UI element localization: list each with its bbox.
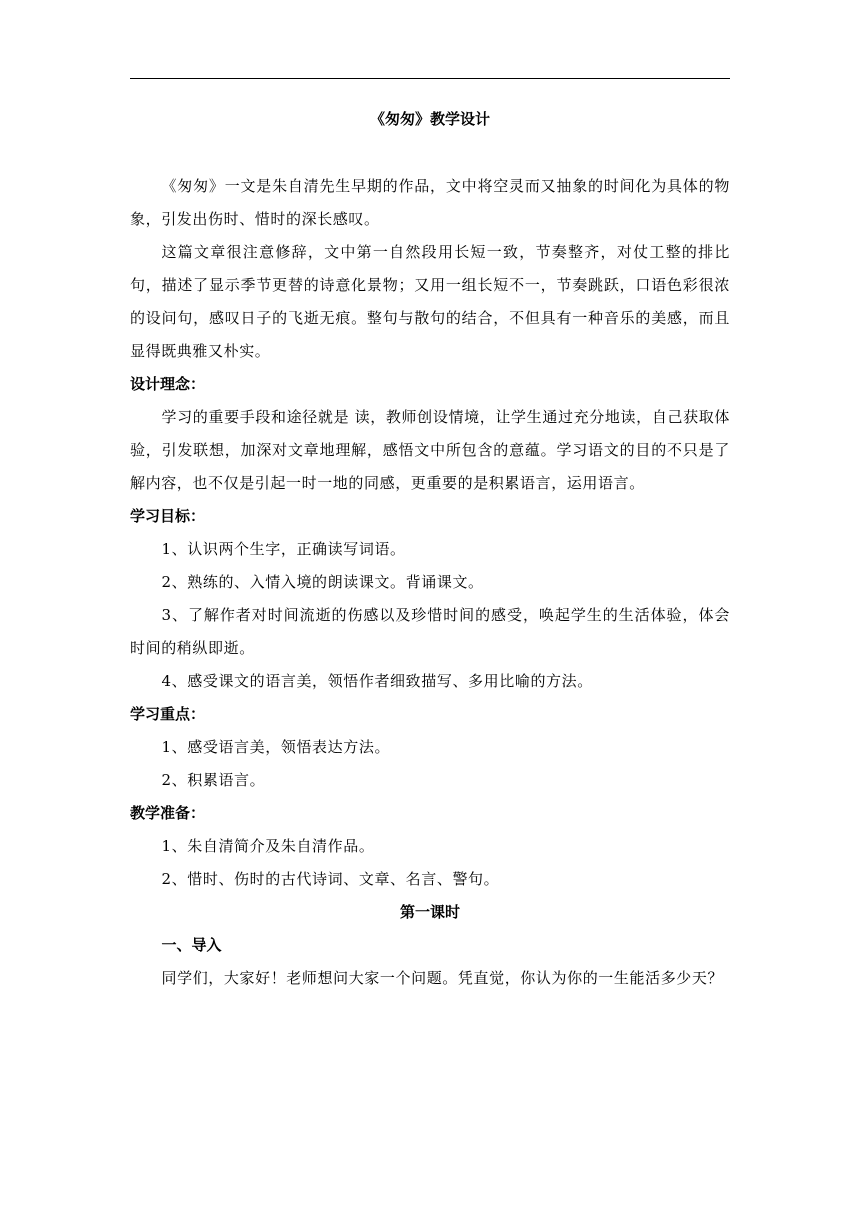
- intro-paragraph-2: 这篇文章很注意修辞，文中第一自然段用长短一致，节奏整齐，对仗工整的排比句，描述了显示季节更替的诗意化景物；又用一组长短不一，节奏跳跃，口语色彩很浓的设问句，感叹日子的飞逝无痕。整句与散句的结合，不但具有一种音乐的美感，而且显得既典雅又朴实。: [130, 243, 730, 360]
- key-point-item: 1、感受语言美，领悟表达方法。: [161, 738, 391, 756]
- lesson-body: 同学们，大家好！老师想问大家一个问题。凭直觉，你认为你的一生能活多少天？: [161, 969, 724, 987]
- preparation-item: 1、朱自清简介及朱自清作品。: [161, 837, 375, 855]
- goal-item: 2、熟练的、入情入境的朗读课文。背诵课文。: [161, 573, 484, 591]
- document-title: 《匆匆》教学设计: [369, 110, 490, 128]
- intro-paragraph-1: 《匆匆》一文是朱自清先生早期的作品，文中将空灵而又抽象的时间化为具体的物象，引发出伤时、惜时的深长感叹。: [130, 177, 730, 228]
- design-concept-heading: 设计理念：: [130, 375, 206, 393]
- key-points-heading: 学习重点：: [130, 705, 206, 723]
- preparation-item: 2、惜时、伤时的古代诗词、文章、名言、警句。: [161, 870, 500, 888]
- document-page: [130, 104, 730, 995]
- key-point-item: 2、积累语言。: [161, 771, 266, 789]
- design-concept-body: 学习的重要手段和途径就是 读，教师创设情境，让学生通过充分地读，自己获取体验，引发联想，加深对文章地理解，感悟文中所包含的意蕴。学习语文的目的不只是了解内容，也不仅是引起一时一地的同感，更重要的是积累语言，运用语言。: [130, 408, 730, 492]
- header-rule: [130, 78, 730, 79]
- goals-heading: 学习目标：: [130, 507, 206, 525]
- preparation-heading: 教学准备：: [130, 804, 206, 822]
- goal-item: 3、了解作者对时间流逝的伤感以及珍惜时间的感受，唤起学生的生活体验，体会时间的稍纵即逝。: [130, 606, 730, 657]
- goal-item: 1、认识两个生字，正确读写词语。: [161, 540, 406, 558]
- lesson-heading: 第一课时: [399, 903, 460, 921]
- lesson-section-heading: 一、导入: [161, 936, 222, 954]
- goal-item: 4、感受课文的语言美，领悟作者细致描写、多用比喻的方法。: [161, 672, 593, 690]
